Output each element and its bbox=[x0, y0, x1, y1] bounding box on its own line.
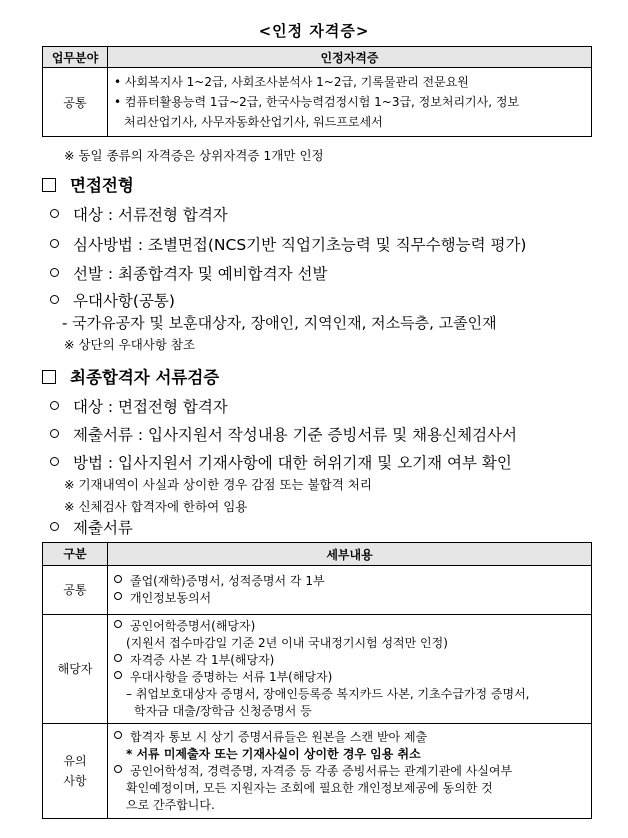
docs-common-line-2: 개인정보동의서 bbox=[130, 591, 212, 605]
circle-bullet-icon bbox=[114, 620, 122, 628]
interview-title: 면접전형 bbox=[70, 176, 134, 195]
interview-target: 대상 : 서류전형 합격자 bbox=[73, 206, 228, 224]
docs-notice-label-1: 유의 bbox=[63, 754, 87, 768]
list-item bbox=[114, 618, 585, 635]
interview-preference-note: ※ 상단의 우대사항 참조 bbox=[64, 337, 196, 352]
cert-row-body bbox=[108, 68, 592, 137]
docs-notice-body bbox=[108, 724, 592, 819]
docs-col-detail: 세부내용 bbox=[108, 543, 592, 566]
final-docs2: 제출서류 bbox=[73, 519, 133, 537]
square-bullet-icon bbox=[42, 178, 56, 192]
interview-selection: 선발 : 최종합격자 및 예비합격자 선발 bbox=[73, 265, 328, 283]
interview-heading bbox=[42, 172, 134, 196]
circle-bullet-icon bbox=[114, 731, 122, 739]
list-item bbox=[114, 729, 585, 746]
circle-bullet-icon bbox=[50, 268, 59, 277]
circle-bullet-icon bbox=[50, 239, 59, 248]
final-docs-item bbox=[50, 423, 517, 445]
interview-target-item bbox=[50, 203, 228, 225]
final-docs2-item bbox=[50, 516, 133, 538]
interview-method: 심사방법 : 조별면접(NCS기반 직업기초능력 및 직무수행능력 평가) bbox=[73, 236, 527, 254]
final-target-item bbox=[50, 395, 228, 417]
docs-applicable-line-2: (지원서 접수마감일 기준 2년 이내 국내정기시험 성적만 인정) bbox=[126, 636, 448, 650]
circle-bullet-icon bbox=[50, 457, 59, 466]
cert-note: ※ 동일 종류의 자격증은 상위자격증 1개만 인정 bbox=[64, 148, 324, 163]
circle-bullet-icon bbox=[114, 671, 122, 679]
cert-table-header bbox=[43, 47, 592, 68]
circle-bullet-icon bbox=[50, 522, 59, 531]
docs-applicable-body bbox=[108, 615, 592, 724]
circle-bullet-icon bbox=[50, 209, 59, 218]
final-heading bbox=[42, 364, 219, 388]
final-method: 방법 : 입사지원서 기재사항에 대한 허위기재 및 오기재 여부 확인 bbox=[73, 454, 512, 472]
docs-common-line-1: 졸업(재학)증명서, 성적증명서 각 1부 bbox=[130, 574, 325, 588]
docs-applicable-line-4: 우대사항을 증명하는 서류 1부(해당자) bbox=[130, 670, 333, 684]
docs-applicable-label: 해당자 bbox=[43, 615, 108, 724]
docs-notice-line-1: 합격자 통보 시 상기 증명서류들은 원본을 스캔 받아 제출 bbox=[130, 729, 428, 744]
docs-applicable-line-5: – 취업보호대상자 증명서, 장애인등록증 복지카드 사본, 기초수급가정 증명서, bbox=[126, 687, 530, 701]
table-row bbox=[43, 566, 592, 615]
cert-line-1: • 사회복지사 1~2급, 사회조사분석사 1~2급, 기록물관리 전문요원 bbox=[114, 75, 469, 89]
final-note-1: ※ 기재내역이 사실과 상이한 경우 감점 또는 불합격 처리 bbox=[64, 477, 372, 492]
cert-line-2: • 컴퓨터활용능력 1급~2급, 한국사능력검정시험 1~3급, 정보처리기사, 정보 bbox=[114, 95, 520, 109]
circle-bullet-icon bbox=[114, 654, 122, 662]
interview-preference: 우대사항(공통) bbox=[73, 292, 175, 310]
final-note-2: ※ 신체검사 합격자에 한하여 임용 bbox=[64, 499, 248, 514]
list-item bbox=[114, 763, 585, 780]
cert-col-cert: 인정자격증 bbox=[108, 47, 592, 68]
interview-preference-detail: - 국가유공자 및 보훈대상자, 장애인, 지역인재, 저소득층, 고졸인재 bbox=[62, 314, 497, 332]
circle-bullet-icon bbox=[50, 295, 59, 304]
docs-table bbox=[42, 542, 592, 819]
docs-notice-line-2: * 서류 미제출자 또는 기재사실이 상이한 경우 임용 취소 bbox=[126, 746, 421, 761]
square-bullet-icon bbox=[42, 370, 56, 384]
list-item bbox=[114, 652, 585, 669]
circle-bullet-icon bbox=[114, 765, 122, 773]
final-target: 대상 : 면접전형 합격자 bbox=[73, 398, 228, 416]
docs-applicable-line-6: 학자금 대출/장학금 신청증명서 등 bbox=[134, 704, 312, 718]
interview-preference-item bbox=[50, 289, 175, 311]
table-row bbox=[43, 724, 592, 819]
final-title: 최종합격자 서류검증 bbox=[70, 368, 220, 387]
cert-row-category: 공통 bbox=[43, 68, 108, 137]
circle-bullet-icon bbox=[114, 575, 122, 583]
interview-method-item bbox=[50, 233, 526, 255]
docs-notice-line-4: 확인예정이며, 모든 지원자는 조회에 필요한 개인정보제공에 동의한 것 bbox=[126, 780, 493, 795]
docs-notice-label bbox=[43, 724, 108, 819]
docs-col-category: 구분 bbox=[43, 543, 108, 566]
docs-applicable-line-1: 공인어학증명서(해당자) bbox=[130, 619, 256, 633]
docs-table-header bbox=[43, 543, 592, 566]
cert-col-category: 업무분야 bbox=[43, 47, 108, 68]
cert-line-3: 처리산업기사, 사무자동화산업기사, 워드프로세서 bbox=[124, 115, 383, 129]
docs-common-body bbox=[108, 566, 592, 615]
docs-common-label: 공통 bbox=[43, 566, 108, 615]
interview-selection-item bbox=[50, 262, 327, 284]
circle-bullet-icon bbox=[114, 592, 122, 600]
final-method-item bbox=[50, 451, 512, 473]
circle-bullet-icon bbox=[50, 401, 59, 410]
docs-applicable-line-3: 자격증 사본 각 1부(해당자) bbox=[130, 653, 275, 667]
docs-notice-label-2: 사항 bbox=[63, 774, 87, 788]
circle-bullet-icon bbox=[50, 429, 59, 438]
table-row bbox=[43, 68, 592, 137]
cert-table bbox=[42, 46, 592, 137]
docs-notice-line-5: 으로 간주합니다. bbox=[126, 797, 215, 812]
list-item bbox=[114, 590, 585, 607]
final-docs: 제출서류 : 입사지원서 작성내용 기준 증빙서류 및 채용신체검사서 bbox=[73, 426, 517, 444]
cert-title: <인정 자격증> bbox=[258, 22, 370, 40]
list-item bbox=[114, 573, 585, 590]
docs-notice-line-3: 공인어학성적, 경력증명, 자격증 등 각종 증빙서류는 관계기관에 사실여부 bbox=[130, 763, 513, 778]
list-item bbox=[114, 669, 585, 686]
table-row bbox=[43, 615, 592, 724]
